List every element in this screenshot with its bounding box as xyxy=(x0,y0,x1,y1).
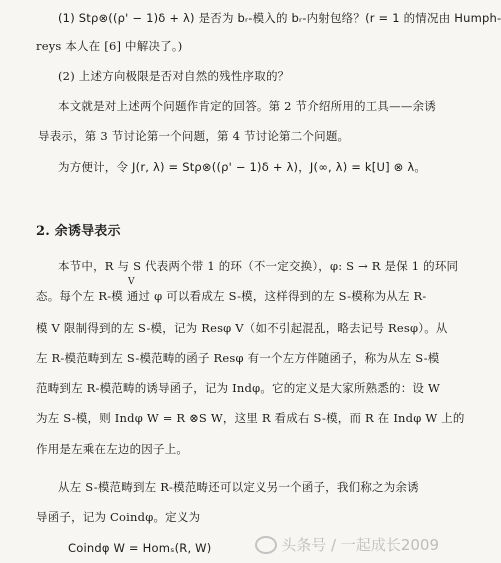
text-line-8: 态。每个左 R-模 通过 φ 可以看成左 S-模，这样得到的左 S-模称为从左 R- xyxy=(36,289,427,303)
v-annotation: V xyxy=(128,277,135,287)
text-line-9: 模 V 限制得到的左 S-模，记为 Resφ V（如不引起混乱，略去记号 Resφ）。从 xyxy=(36,321,448,335)
text-line-15: 导函子，记为 Coindφ。定义为 xyxy=(36,510,201,524)
text-line-10: 左 R-模范畴到左 S-模范畴的函子 Resφ 有一个左方伴随函子，称为从左 S-模 xyxy=(36,351,440,365)
section-heading: 2. 余诱导表示 xyxy=(36,224,121,239)
text-line-2: reys 本人在 [6] 中解决了。) xyxy=(36,39,183,53)
text-line-3: (2) 上述方向极限是否对自然的残性序取的？ xyxy=(58,69,290,83)
watermark xyxy=(255,534,439,555)
text-line-5: 导表示，第 3 节讨论第一个问题，第 4 节讨论第二个问题。 xyxy=(38,129,350,143)
text-line-1: (1) Stρ⊗((ρ' − 1)δ + λ) 是否为 bᵣ-模入的 bᵣ-内射包络？(r = 1 的情况由 Humph- xyxy=(58,11,501,25)
text-line-13: 作用是左乘在左边的因子上。 xyxy=(36,442,189,456)
text-line-14: 从左 S-模范畴到左 R-模范畴还可以定义另一个函子，我们称之为余诱 xyxy=(58,480,419,494)
text-line-11: 范畴到左 R-模范畴的诱导函子，记为 Indφ。它的定义是大家所熟悉的：设 W xyxy=(36,381,440,395)
text-line-4: 本文就是对上述两个问题作肯定的回答。第 2 节介绍所用的工具——余诱 xyxy=(58,99,436,113)
text-line-7: 本节中，R 与 S 代表两个带 1 的环（不一定交换），φ: S → R 是保 1 的环同 xyxy=(58,259,459,273)
watermark-logo-icon xyxy=(255,536,277,554)
text-line-6: 为方便计，令 J(r, λ) = Stρ⊗((ρ' − 1)δ + λ)，J(∞, λ) = k[U] ⊗ λ。 xyxy=(58,160,427,174)
text-line-12: 为左 S-模，则 Indφ W = R ⊗S W，这里 R 看成右 S-模，而 R 在 Indφ W 上的 xyxy=(36,411,465,425)
formula-coind: Coindφ W = Homₛ(R, W) xyxy=(68,541,212,555)
watermark-text: 头条号 / 一起成长2009 xyxy=(281,536,439,554)
